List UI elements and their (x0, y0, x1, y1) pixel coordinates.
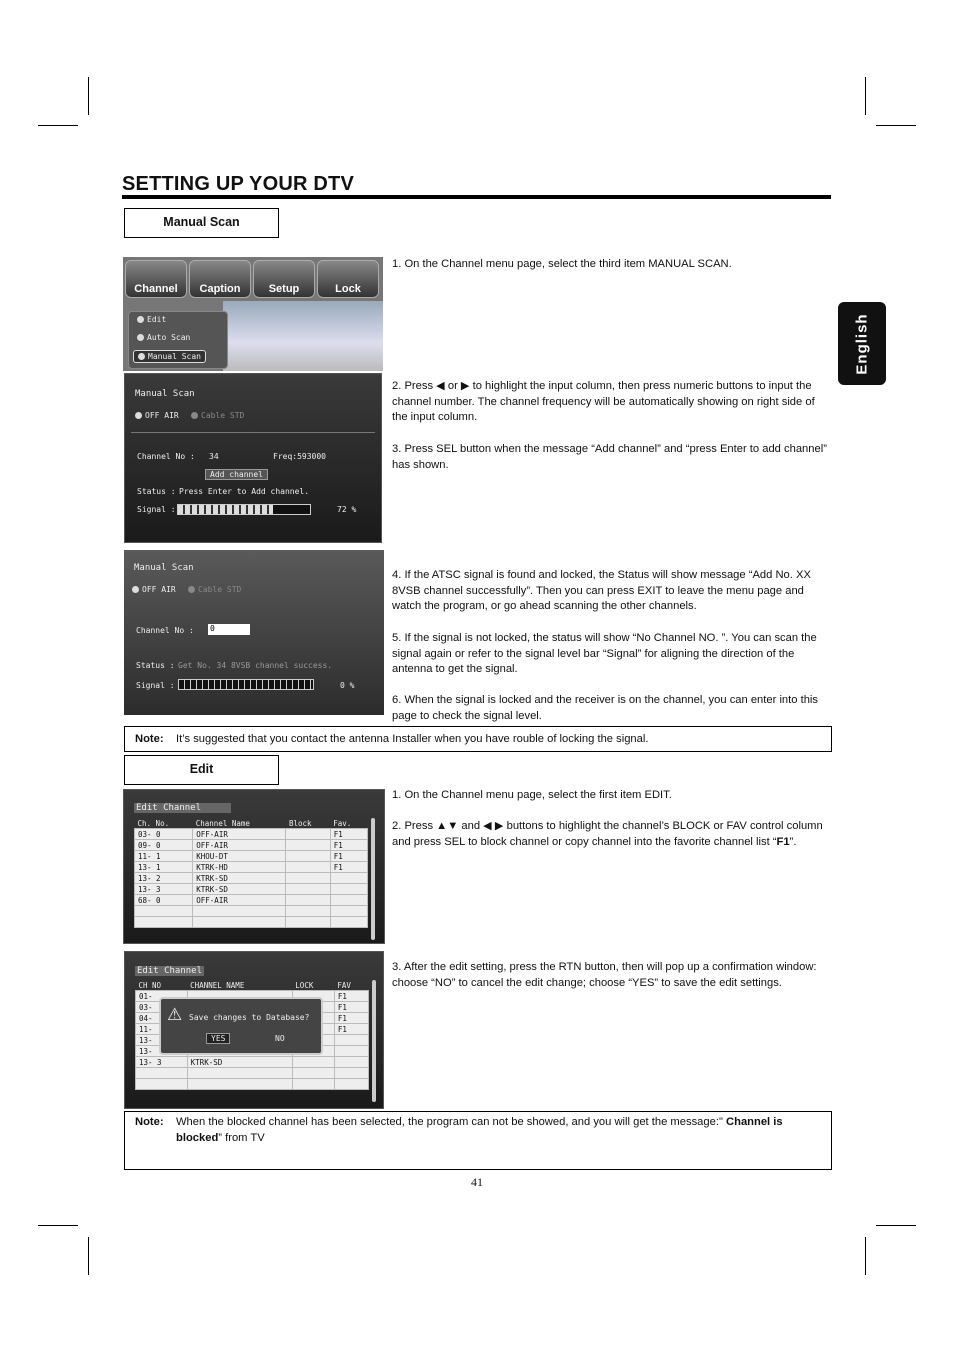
menu-tab-setup: Setup (253, 260, 315, 298)
menu-tab-caption: Caption (189, 260, 251, 298)
table-cell: OFF-AIR (193, 829, 286, 840)
dialog-message: Save changes to Database? (189, 1013, 310, 1022)
section-edit (124, 755, 279, 785)
table-cell: 13- 2 (135, 873, 193, 884)
edit-step-2: 2. Press ▲▼ and ◀ ▶ buttons to highlight the channel’s BLOCK or FAV control column and press SEL to block channel or copy channel into the favorite channel list “F1”. (392, 820, 823, 848)
note-label: Note: (135, 733, 164, 745)
table-cell: 13- 1 (135, 862, 193, 873)
screen-edit-save-dialog (124, 951, 384, 1109)
manual-scan-step-3: 3. Press SEL button when the message “Add channel” and “press Enter to add channel” has shown. (392, 443, 827, 471)
table-cell: 09- 0 (135, 840, 193, 851)
table-cell: 11- 1 (135, 851, 193, 862)
signal-label: Signal : (137, 505, 176, 514)
table-cell (292, 1057, 334, 1068)
manual-scan-step-1: 1. On the Channel menu page, select the third item MANUAL SCAN. (392, 258, 732, 270)
table-cell: KTRK-HD (193, 862, 286, 873)
table-cell (330, 895, 367, 906)
menu-item-auto-scan: Auto Scan (137, 333, 190, 342)
table-cell: F1 (334, 991, 368, 1002)
table-cell: OFF-AIR (193, 840, 286, 851)
radio-icon (188, 586, 195, 593)
yes-button: YES (206, 1033, 230, 1044)
crop-mark (865, 1237, 866, 1275)
table-cell: 03- 0 (135, 829, 193, 840)
crop-mark (876, 125, 916, 126)
table-cell: F1 (330, 840, 367, 851)
crop-mark (88, 1237, 89, 1275)
bullet-icon (137, 334, 144, 341)
radio-icon (132, 586, 139, 593)
table-row (135, 851, 368, 862)
manual-scan-step-6: 6. When the signal is locked and the receiver is on the channel, you can enter into this page to check the signal level. (392, 694, 818, 722)
table-cell (286, 840, 330, 851)
column-header: CHANNEL NAME (190, 980, 245, 990)
table-header-row (136, 980, 369, 991)
screen-manual-scan-add (124, 373, 382, 543)
table-cell (187, 1068, 292, 1079)
column-header: Fav. (333, 818, 352, 828)
table-cell: F1 (334, 1024, 368, 1035)
column-header: CH NO (138, 980, 162, 990)
menu-tab-channel: Channel (125, 260, 187, 298)
table-cell (330, 906, 367, 917)
column-header: Channel Name (195, 818, 250, 828)
menu-tab-lock: Lock (317, 260, 379, 298)
table-cell (330, 873, 367, 884)
crop-mark (88, 77, 89, 115)
column-header: Ch. No. (137, 818, 170, 828)
table-cell: OFF-AIR (193, 895, 286, 906)
table-cell: F1 (330, 829, 367, 840)
save-dialog (159, 997, 323, 1055)
signal-label: Signal : (136, 681, 175, 690)
crop-mark (38, 125, 78, 126)
table-cell (292, 1079, 334, 1090)
table-row-empty (136, 1068, 369, 1079)
table-cell: 13- (136, 1046, 188, 1057)
table-cell: 13- 3 (136, 1057, 188, 1068)
table-cell (334, 1057, 368, 1068)
manual-scan-step-4: 4. If the ATSC signal is found and locked, the Status will show message “Add No. XX 8VSB channel successfully”. Then you can press EXIT to leave the menu page and watch the program, or go ahead scanning the other channels. (392, 569, 811, 613)
table-cell (330, 884, 367, 895)
note-text: It’s suggested that you contact the antenna Installer when you have rouble of locking the signal. (176, 733, 649, 745)
bullet-icon (138, 353, 145, 360)
channel-label: Channel No : (137, 452, 195, 461)
column-header: FAV (337, 980, 351, 990)
section-label: Manual Scan (163, 215, 240, 229)
language-tab (838, 302, 886, 385)
column-header: Block (288, 818, 312, 828)
table-row (135, 895, 368, 906)
scrollbar (372, 980, 376, 1102)
screen-edit-channel (123, 789, 385, 944)
table-cell: KTRK-SD (187, 1057, 292, 1068)
table-cell (136, 1079, 188, 1090)
section-label: Edit (189, 762, 214, 776)
table-row-empty (135, 906, 368, 917)
table-cell (135, 917, 193, 928)
screen-title: Manual Scan (134, 563, 194, 573)
status-label: Status : (137, 487, 176, 496)
title-rule (122, 195, 831, 199)
screen-title: Edit Channel (134, 803, 231, 813)
page-title: SETTING UP YOUR DTV (122, 173, 354, 195)
table-cell: 04- (136, 1013, 188, 1024)
mode-cable: Cable STD (191, 411, 244, 420)
table-cell: KHOU-DT (193, 851, 286, 862)
table-cell: 68- 0 (135, 895, 193, 906)
table-cell (286, 873, 330, 884)
column-header: LOCK (295, 980, 314, 990)
table-cell (193, 906, 286, 917)
table-cell (286, 862, 330, 873)
table-cell (286, 895, 330, 906)
tower-background (223, 301, 383, 371)
frequency: Freq:593000 (273, 452, 326, 461)
table-cell (286, 851, 330, 862)
channel-input: 0 (208, 624, 250, 635)
table-cell (334, 1079, 368, 1090)
table-row (135, 829, 368, 840)
note-box (124, 1111, 832, 1170)
table-cell: KTRK-SD (193, 884, 286, 895)
table-cell (286, 917, 330, 928)
channel-value: 34 (209, 452, 219, 461)
radio-icon (135, 412, 142, 419)
table-cell (187, 1079, 292, 1090)
table-cell (193, 917, 286, 928)
edit-step-1: 1. On the Channel menu page, select the first item EDIT. (392, 789, 672, 801)
status-label: Status : (136, 661, 175, 670)
table-cell (334, 1068, 368, 1079)
crop-mark (865, 77, 866, 115)
language-tab-label: English (853, 312, 871, 375)
status-value: Press Enter to Add channel. (179, 487, 310, 496)
table-cell (334, 1046, 368, 1057)
table-cell (286, 906, 330, 917)
table-cell: F1 (330, 862, 367, 873)
table-cell: F1 (330, 851, 367, 862)
table-cell: 13- 3 (135, 884, 193, 895)
menu-item-manual-scan: Manual Scan (133, 350, 206, 363)
screen-manual-scan-success (124, 550, 384, 715)
table-cell: KTRK-SD (193, 873, 286, 884)
table-cell: 13- (136, 1035, 188, 1046)
table-header-row (135, 818, 368, 829)
manual-scan-step-2: 2. Press ◀ or ▶ to highlight the input column, then press numeric buttons to input the channel number. The channel frequency will be automatically showing on right side of the input column. (392, 380, 815, 424)
mode-off-air: OFF AIR (132, 585, 176, 594)
note-text: When the blocked channel has been selected, the program can not be showed, and you will get the message:" Channel is blocked” from TV (176, 1116, 783, 1144)
table-cell (286, 884, 330, 895)
screen-channel-menu (123, 257, 383, 371)
signal-bar (178, 679, 314, 690)
divider (131, 432, 375, 433)
table-cell (136, 1068, 188, 1079)
scrollbar (371, 818, 375, 940)
no-button: NO (275, 1034, 285, 1043)
radio-icon (191, 412, 198, 419)
warning-icon: ⚠ (167, 1005, 183, 1025)
signal-percent: 0 % (340, 681, 355, 690)
signal-bar (177, 504, 311, 515)
mode-off-air: OFF AIR (135, 411, 179, 420)
table-row-empty (136, 1079, 369, 1090)
note-box (124, 726, 832, 752)
manual-scan-step-5: 5. If the signal is not locked, the status will show “No Channel NO. ”. You can scan the signal again or refer to the signal level bar “Signal” for aligning the direction of the antenna to get the signal. (392, 632, 817, 676)
channel-table (134, 818, 368, 928)
table-row (135, 884, 368, 895)
edit-step-3: 3. After the edit setting, press the RTN button, then will pop up a confirmation window: choose “NO” to cancel the edit change; choose “YES” to save the edit settings. (392, 961, 817, 989)
table-cell: F1 (334, 1013, 368, 1024)
channel-label: Channel No : (136, 626, 194, 635)
table-cell: 03- (136, 1002, 188, 1013)
mode-cable: Cable STD (188, 585, 241, 594)
section-manual-scan (124, 208, 279, 238)
table-row (136, 1057, 369, 1068)
add-channel-button: Add channel (205, 469, 268, 480)
table-cell: 01- (136, 991, 188, 1002)
note-label: Note: (135, 1116, 164, 1128)
table-row (135, 862, 368, 873)
status-value: Get No. 34 8VSB channel success. (178, 661, 333, 670)
table-cell (286, 829, 330, 840)
table-row (135, 873, 368, 884)
table-row-empty (135, 917, 368, 928)
crop-mark (876, 1225, 916, 1226)
table-cell (330, 917, 367, 928)
bullet-icon (137, 316, 144, 323)
screen-title: Edit Channel (137, 966, 203, 976)
menu-item-edit: Edit (137, 315, 166, 324)
table-cell (135, 906, 193, 917)
table-cell: 11- (136, 1024, 188, 1035)
table-cell (292, 1068, 334, 1079)
screen-title: Manual Scan (135, 389, 195, 399)
table-row (135, 840, 368, 851)
table-cell (334, 1035, 368, 1046)
crop-mark (38, 1225, 78, 1226)
page-number: 41 (471, 1175, 483, 1189)
table-cell: F1 (334, 1002, 368, 1013)
signal-percent: 72 % (337, 505, 357, 514)
